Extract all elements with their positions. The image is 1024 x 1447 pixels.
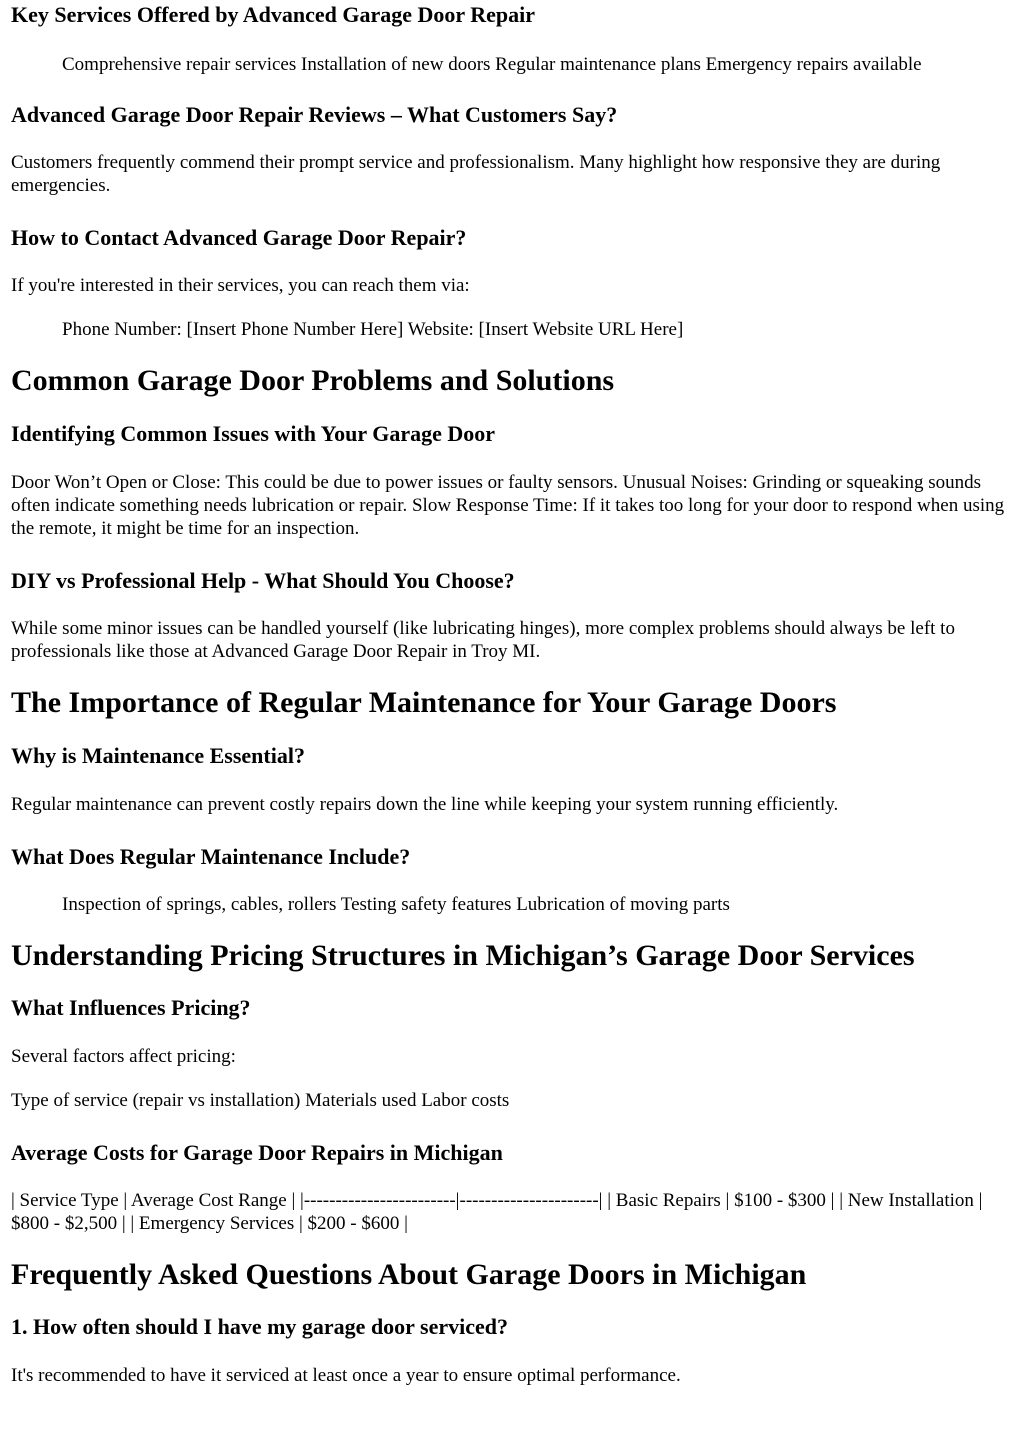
key-services-heading: Key Services Offered by Advanced Garage Door Repair xyxy=(11,2,536,27)
why-maintenance-paragraph: Regular maintenance can prevent costly repairs down the line while keeping your system running efficiently. xyxy=(11,794,839,815)
pricing-factors-list: Type of service (repair vs installation) Materials used Labor costs xyxy=(11,1090,510,1111)
article-page xyxy=(0,1,1024,1387)
maintenance-section-title: The Importance of Regular Maintenance for Your Garage Doors xyxy=(11,686,837,719)
key-services-list: Comprehensive repair services Installation of new doors Regular maintenance plans Emergency repairs available xyxy=(62,54,922,75)
pricing-factors-intro: Several factors affect pricing: xyxy=(11,1046,236,1067)
reviews-paragraph: Customers frequently commend their prompt service and professionalism. Many highlight how responsive they are during emergencies. xyxy=(11,152,941,196)
pricing-section-title: Understanding Pricing Structures in Michigan’s Garage Door Services xyxy=(11,939,915,972)
why-maintenance-heading: Why is Maintenance Essential? xyxy=(11,743,305,768)
diy-heading: DIY vs Professional Help - What Should You Choose? xyxy=(11,568,515,593)
maintenance-includes-list: Inspection of springs, cables, rollers Testing safety features Lubrication of moving parts xyxy=(62,894,730,915)
faq-question-1: 1. How often should I have my garage door serviced? xyxy=(11,1314,509,1339)
problems-section-title: Common Garage Door Problems and Solutions xyxy=(11,364,615,397)
contact-list: Phone Number: [Insert Phone Number Here] Website: [Insert Website URL Here] xyxy=(62,319,684,340)
contact-paragraph: If you're interested in their services, you can reach them via: xyxy=(11,275,470,296)
maintenance-includes-heading: What Does Regular Maintenance Include? xyxy=(11,844,411,869)
diy-paragraph: While some minor issues can be handled yourself (like lubricating hinges), more complex problems should always be left to professionals like those at Advanced Garage Door Repair in Troy MI. xyxy=(11,618,955,662)
reviews-heading: Advanced Garage Door Repair Reviews – What Customers Say? xyxy=(11,102,618,127)
average-costs-table-text: | Service Type | Average Cost Range | |------------------------|----------------------| | Basic Repairs | $100 - $300 | | New Installation | $800 - $2,500 | | Emergency Services | $200 - $600 | xyxy=(11,1190,983,1234)
contact-heading: How to Contact Advanced Garage Door Repair? xyxy=(11,225,467,250)
identifying-issues-paragraph: Door Won’t Open or Close: This could be due to power issues or faulty sensors. Unusual Noises: Grinding or squeaking sounds often indicate something needs lubrication or repair. Slow Response Time: If it takes too long for your door to respond when using the remote, it might be time for an inspection. xyxy=(11,472,1005,539)
faq-answer-1: It's recommended to have it serviced at least once a year to ensure optimal performance. xyxy=(11,1365,681,1386)
pricing-influences-heading: What Influences Pricing? xyxy=(11,995,251,1020)
identifying-issues-heading: Identifying Common Issues with Your Garage Door xyxy=(11,421,496,446)
faq-section-title: Frequently Asked Questions About Garage Doors in Michigan xyxy=(11,1258,807,1291)
average-costs-heading: Average Costs for Garage Door Repairs in Michigan xyxy=(11,1140,503,1165)
